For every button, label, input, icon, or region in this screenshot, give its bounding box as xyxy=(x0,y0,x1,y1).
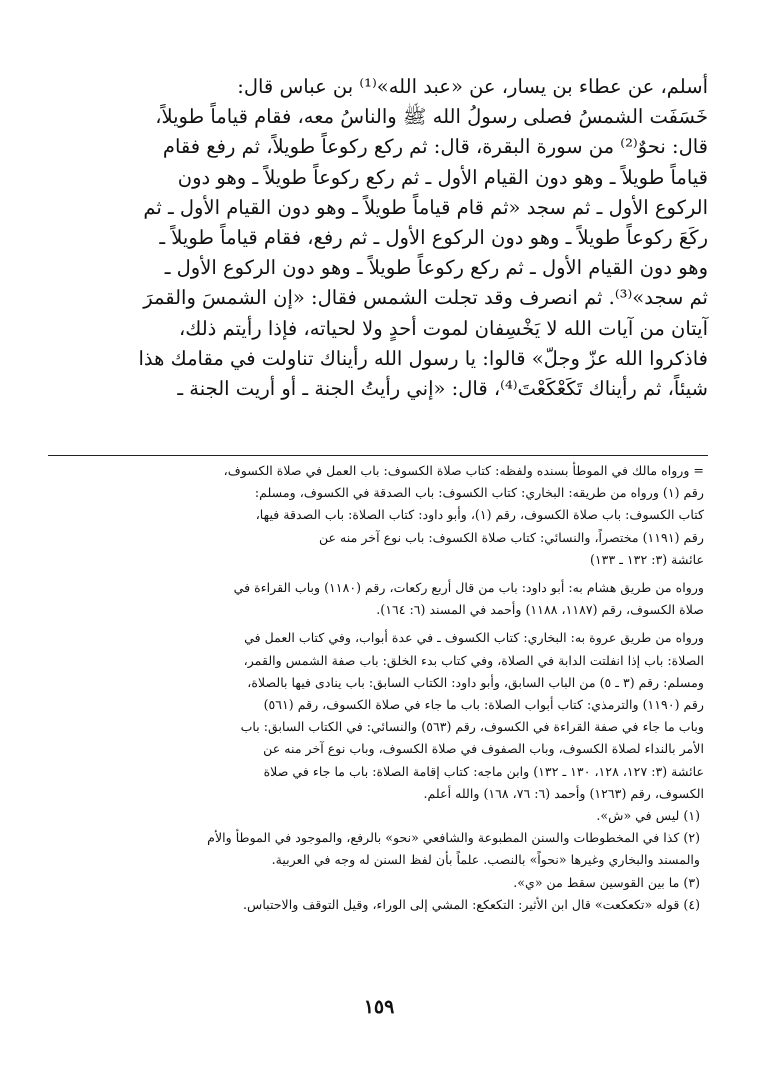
main-line: آيتان من آيات الله لا يَخْسِفان لموت أحدٍ ولا لحياته، فإذا رأيتم ذلك، xyxy=(179,316,708,340)
footnote-line: ومسلم: رقم (٣ ـ ٥) من الباب السابق، وأبو داود: الكتاب السابق: باب ينادى فيها بالصلاة، xyxy=(247,674,704,690)
footnote-line: رقم (١١٩٠) والترمذي: كتاب أبواب الصلاة: باب ما جاء في صلاة الكسوف، رقم (٥٦١) xyxy=(263,697,704,713)
footnote-2: (٢) كذا في المخطوطات والسنن المطبوعة والشافعي «نحو» بالرفع، والموجود في الموطأ والأم xyxy=(207,830,700,846)
main-text xyxy=(90,72,708,404)
footnote-separator xyxy=(48,455,708,456)
main-line: قال: نحوٌ⁽²⁾ من سورة البقرة، قال: ثم ركع ركوعاً طويلاً، ثم رفع فقام xyxy=(162,135,708,159)
main-line: فاذكروا الله عزّ وجلّ» قالوا: يا رسول الله رأيناك تناولت في مقامك هذا xyxy=(138,346,708,370)
footnote-4: (٤) قوله «تكعكعت» قال ابن الأثير: التكعكع: المشي إلى الوراء، وقيل التوقف والاحتباس. xyxy=(242,896,700,912)
footnote-line: وباب ما جاء في صفة القراءة في الكسوف، رقم (٥٦٣) والنسائي: في الكتاب السابق: باب xyxy=(240,719,704,735)
footnote-line: عائشة (٣: ١٢٧، ١٢٨، ١٣٠ ـ ١٣٢) وابن ماجه: كتاب إقامة الصلاة: باب ما جاء في صلاة xyxy=(263,763,704,779)
main-line: وهو دون القيام الأول ـ ثم ركع ركوعاً طويلاً ـ وهو دون الركوع الأول ـ xyxy=(164,256,708,280)
footnote-line: الأمر بالنداء لصلاة الكسوف، وباب الصفوف في صلاة الكسوف، وباب نوع آخر منه عن xyxy=(263,741,704,757)
footnote-line: عائشة (٣: ١٣٢ ـ ١٣٣) xyxy=(590,551,704,567)
footnote-line: الصلاة: باب إذا انفلتت الدابة في الصلاة، وفي كتاب بدء الخلق: باب صفة الشمس والقمر، xyxy=(243,652,704,668)
footnote-line: ورواه من طريق عروة به: البخاري: كتاب الكسوف ـ في عدة أبواب، وفي كتاب العمل في xyxy=(244,630,704,646)
main-line: أسلم، عن عطاء بن يسار، عن «عبد الله»⁽¹⁾ بن عباس قال: xyxy=(237,75,708,98)
footnote-3: (٣) ما بين القوسين سقط من «ي». xyxy=(513,874,700,890)
footnote-1: (١) ليس في «ش». xyxy=(596,808,700,824)
footnotes xyxy=(50,460,704,916)
main-line: ثم سجد»⁽³⁾. ثم انصرف وقد تجلت الشمس فقال: «إن الشمسَ والقمرَ xyxy=(143,286,708,310)
page-number: ١٥٩ xyxy=(363,996,395,1018)
main-line: خَسَفَت الشمسُ فصلى رسولُ الله ﷺ والناسُ معه، فقام قياماً طويلاً، xyxy=(155,105,708,129)
footnote-line: رقم (١) ورواه من طريقه: البخاري: كتاب الكسوف: باب الصدقة في الكسوف، ومسلم: xyxy=(254,485,704,501)
footnote-line: رقم (١١٩١) مختصراً، والنسائي: كتاب صلاة الكسوف: باب نوع آخر منه عن xyxy=(318,529,704,545)
main-line: ركَعَ ركوعاً طويلاً ـ وهو دون الركوع الأول ـ ثم رفع، فقام قياماً طويلاً ـ xyxy=(159,226,708,250)
footnote-2-continued: والمسند والبخاري وغيرها «نحواً» بالنصب. علماً بأن لفظ السنن له وجه في العربية. xyxy=(271,852,700,868)
footnote-line: الكسوف، رقم (١٢٦٣) وأحمد (٦: ٧٦، ١٦٨) والله أعلم. xyxy=(423,785,704,801)
footnote-line: كتاب الكسوف: باب صلاة الكسوف، رقم (١)، وأبو داود: كتاب الصلاة: باب الصدقة فيها، xyxy=(255,507,704,523)
footnote-line: = ورواه مالك في الموطأ بسنده ولفظه: كتاب صلاة الكسوف: باب العمل في صلاة الكسوف، xyxy=(223,463,704,478)
main-line: قياماً طويلاً ـ وهو دون القيام الأول ـ ثم ركع ركوعاً طويلاً ـ وهو دون xyxy=(177,165,708,189)
main-line: الركوع الأول ـ ثم سجد «ثم قام قياماً طويلاً ـ وهو دون القيام الأول ـ ثم xyxy=(143,195,708,219)
footnote-line: ورواه من طريق هشام به: أبو داود: باب من قال أربع ركعات، رقم (١١٨٠) وباب القراءة في xyxy=(233,580,704,596)
footnote-line: صلاة الكسوف، رقم (١١٨٧، ١١٨٨) وأحمد في المسند (٦: ١٦٤). xyxy=(376,602,704,618)
main-line: شيئاً، ثم رأيناك تَكَعْكَعْتَ⁽⁴⁾، قال: «إني رأيتُ الجنة ـ أو أريت الجنة ـ xyxy=(177,377,708,401)
